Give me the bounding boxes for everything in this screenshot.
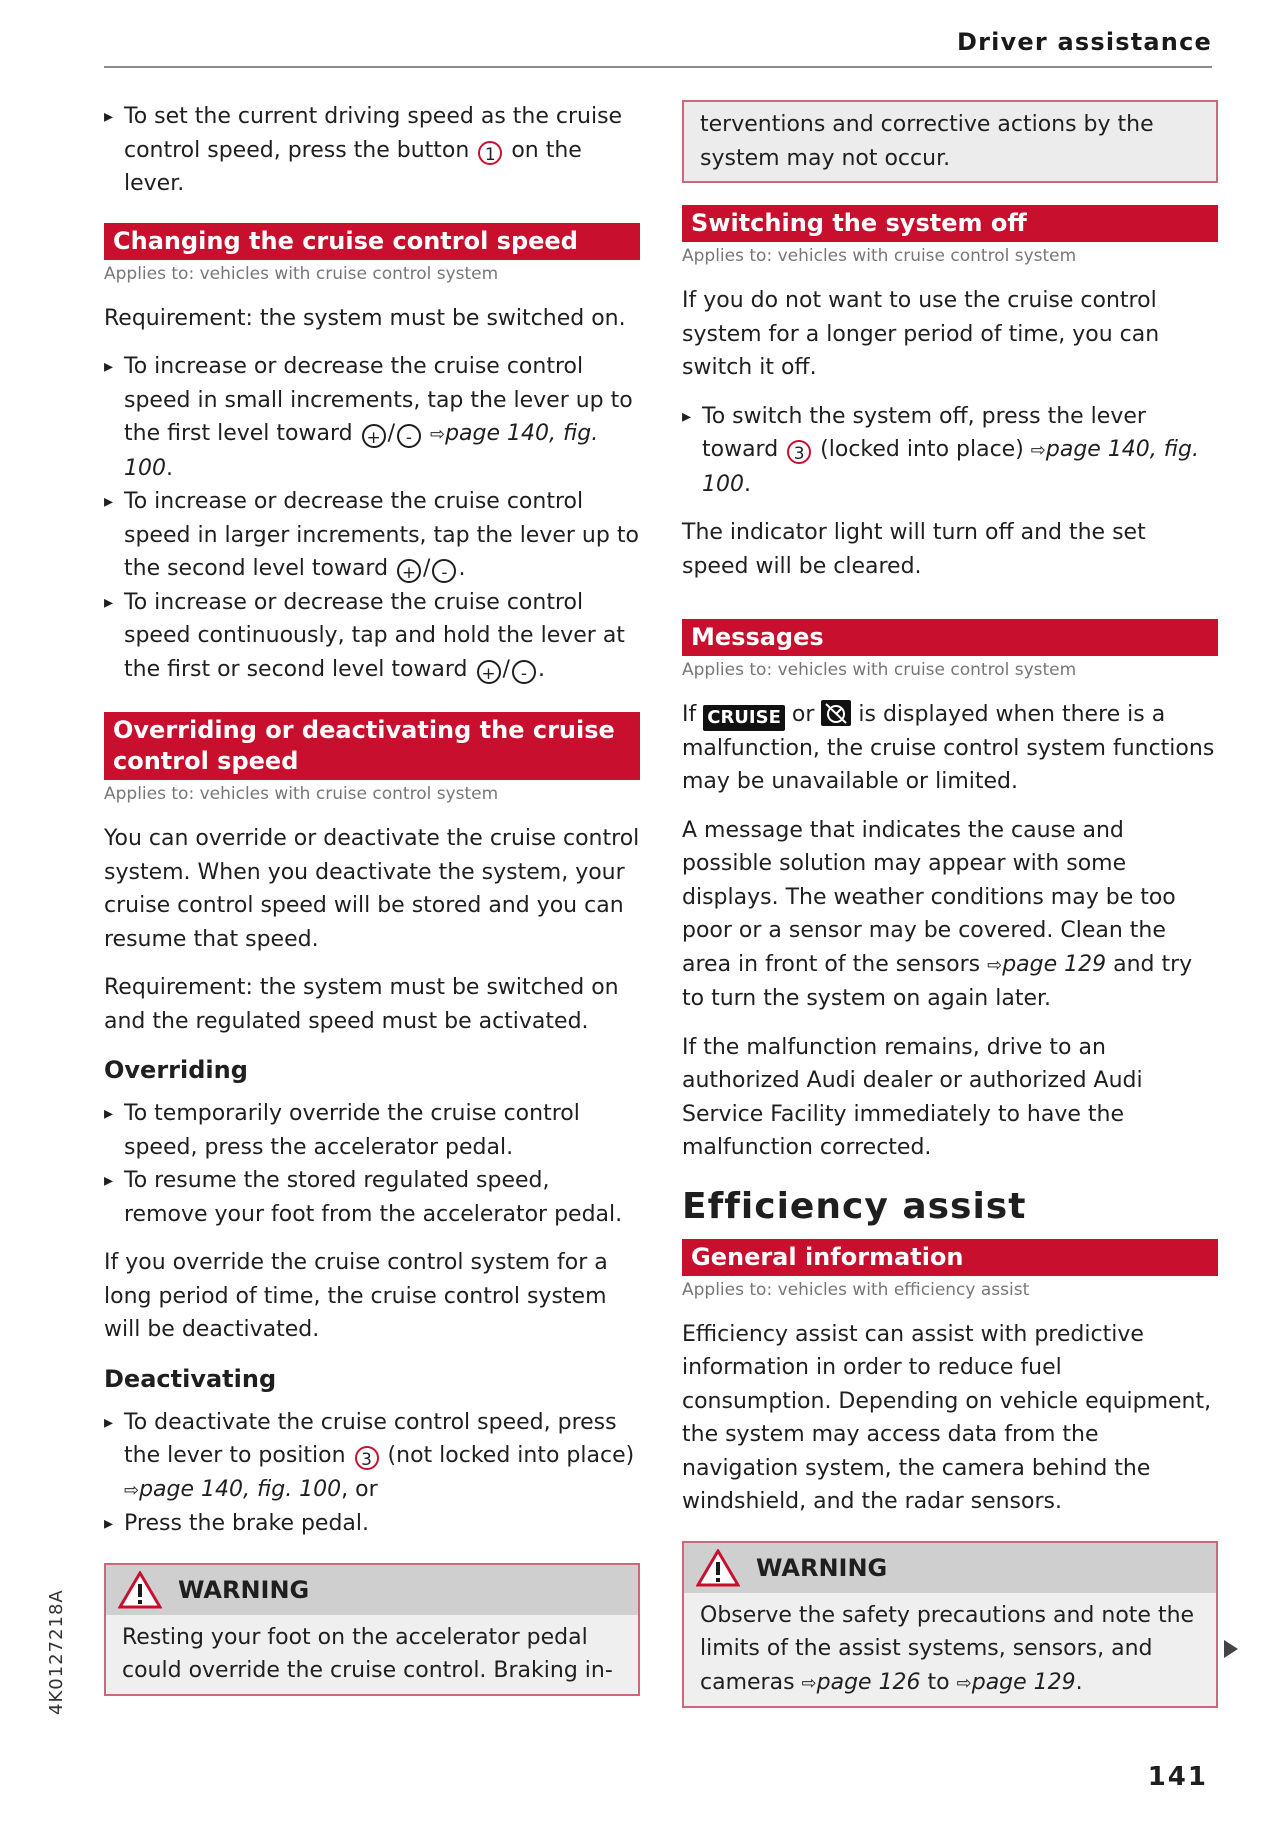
section-title-messages: Messages	[682, 619, 1218, 656]
list-item: ▸ To increase or decrease the cruise control speed in larger increments, tap the lever up to the second level toward + / - .	[104, 485, 640, 586]
warning-header	[684, 1543, 1216, 1593]
reference-arrow-icon: ⇨	[430, 424, 446, 445]
page-reference[interactable]: page 140, fig. 100	[124, 421, 599, 481]
continue-arrow-icon	[1224, 1640, 1238, 1658]
section-title-overriding: Overriding or deactivating the cruise control speed	[104, 712, 640, 780]
plus-symbol: +	[477, 660, 501, 684]
document-id: 4K0127218A	[46, 1589, 67, 1715]
reference-arrow-icon: ⇨	[801, 1672, 817, 1694]
applies-note: Applies to: vehicles with cruise control system	[682, 246, 1077, 266]
page-section-title: Driver assistance	[956, 28, 1212, 56]
deactivating-list	[104, 1406, 640, 1541]
cruise-control-fault-icon	[821, 700, 851, 726]
warning-triangle-icon	[696, 1549, 740, 1587]
section-title-changing-speed: Changing the cruise control speed	[104, 223, 640, 260]
paragraph: If the malfunction remains, drive to an authorized Audi dealer or authorized Audi Service Facility immediately to have the malfunction corrected.	[682, 1034, 1143, 1160]
list-item: ▸ Press the brake pedal.	[104, 1507, 640, 1541]
paragraph: If CRUISE or is displayed when there is a malfunction, the cruise control system functions may be unavailable or limited.	[682, 702, 1215, 794]
list-item: ▸ To temporarily override the cruise control speed, press the accelerator pedal.	[104, 1097, 640, 1164]
continued-warning-box: terventions and corrective actions by the system may not occur.	[682, 100, 1218, 183]
list-item: ▸ To resume the stored regulated speed, remove your foot from the accelerator pedal.	[104, 1164, 640, 1231]
intro-list	[104, 100, 640, 201]
marker-3: 3	[355, 1446, 379, 1470]
requirement-text: Requirement: the system must be switched on.	[104, 305, 626, 331]
list-item: ▸ To set the current driving speed as the cruise control speed, press the button 1 on the lever.	[104, 100, 640, 201]
right-column	[682, 100, 1218, 1708]
warning-header	[106, 1565, 638, 1615]
cruise-indicator-badge: CRUISE	[703, 705, 785, 731]
warning-box	[104, 1563, 640, 1696]
reference-arrow-icon: ⇨	[987, 954, 1003, 976]
minus-symbol: -	[397, 424, 421, 448]
section-title-switching-off: Switching the system off	[682, 205, 1218, 242]
section-title-general-information: General information	[682, 1239, 1218, 1276]
page-reference[interactable]: page 140, fig. 100	[702, 437, 1199, 497]
subheading-overriding: Overriding	[104, 1056, 248, 1084]
list-item: ▸ To deactivate the cruise control speed, press the lever to position 3 (not locked into place) ⇨page 140, fig. 100, or	[104, 1406, 640, 1508]
plus-symbol: +	[397, 559, 421, 583]
page-reference[interactable]: page 129	[971, 1669, 1076, 1695]
paragraph: Efficiency assist can assist with predictive information in order to reduce fuel consumption. Depending on vehicle equipment, the system may access data from the navigation system, the camera behind the windshield, and the radar sensors.	[682, 1321, 1212, 1514]
subheading-deactivating: Deactivating	[104, 1364, 277, 1393]
paragraph: If you override the cruise control system for a long period of time, the cruise control system will be deactivated.	[104, 1250, 608, 1342]
marker-3: 3	[787, 440, 811, 464]
warning-label: WARNING	[756, 1553, 888, 1582]
applies-note: Applies to: vehicles with cruise control system	[104, 263, 499, 284]
changing-list	[104, 350, 640, 686]
warning-box	[682, 1541, 1218, 1709]
list-item: ▸ To increase or decrease the cruise control speed continuously, tap and hold the lever at the first or second level toward + / - .	[104, 586, 640, 687]
reference-arrow-icon: ⇨	[956, 1672, 972, 1694]
minus-symbol: -	[512, 660, 536, 684]
applies-note: Applies to: vehicles with efficiency assist	[682, 1279, 1030, 1300]
left-column	[104, 100, 640, 1696]
paragraph: If you do not want to use the cruise control system for a longer period of time, you can switch it off.	[682, 288, 1160, 380]
paragraph: A message that indicates the cause and possible solution may appear with some displays. The weather conditions may be too poor or a sensor may be covered. Clean the area in front of the sensors ⇨page 129 and try to turn the system on again later.	[682, 817, 1193, 1011]
marker-1: 1	[478, 141, 502, 165]
warning-text: Observe the safety precautions and note the limits of the assist systems, sensors, and cameras ⇨page 126 to ⇨page 129.	[700, 1602, 1195, 1695]
chapter-heading-efficiency-assist: Efficiency assist	[682, 1185, 1027, 1227]
page-reference[interactable]: page 140, fig. 100	[139, 1476, 342, 1502]
paragraph: You can override or deactivate the cruise control system. When you deactivate the system, your cruise control speed will be stored and you can resume that speed.	[104, 826, 640, 952]
applies-note: Applies to: vehicles with cruise control system	[682, 660, 1077, 680]
minus-symbol: -	[432, 559, 456, 583]
warning-text: Resting your foot on the accelerator pedal could override the cruise control. Braking in-	[122, 1624, 613, 1683]
switching-off-list	[682, 400, 1218, 502]
paragraph: Requirement: the system must be switched on and the regulated speed must be activated.	[104, 975, 619, 1034]
list-item: ▸ To increase or decrease the cruise control speed in small increments, tap the lever up to the first level toward + / - ⇨page 140, fig. 100.	[104, 350, 640, 485]
warning-triangle-icon	[118, 1571, 162, 1609]
page-reference[interactable]: page 126	[816, 1669, 921, 1695]
applies-note: Applies to: vehicles with cruise control system	[104, 784, 499, 804]
paragraph: The indicator light will turn off and the set speed will be cleared.	[682, 520, 1146, 579]
reference-arrow-icon: ⇨	[124, 1479, 140, 1501]
plus-symbol: +	[362, 424, 386, 448]
page-number: 141	[1147, 1762, 1208, 1792]
page-reference[interactable]: page 129	[1002, 951, 1107, 977]
warning-label: WARNING	[178, 1575, 310, 1604]
list-item: ▸ To switch the system off, press the lever toward 3 (locked into place) ⇨page 140, fig. 100.	[682, 400, 1218, 502]
reference-arrow-icon: ⇨	[1030, 440, 1046, 461]
header-divider	[104, 66, 1212, 68]
overriding-list	[104, 1097, 640, 1231]
